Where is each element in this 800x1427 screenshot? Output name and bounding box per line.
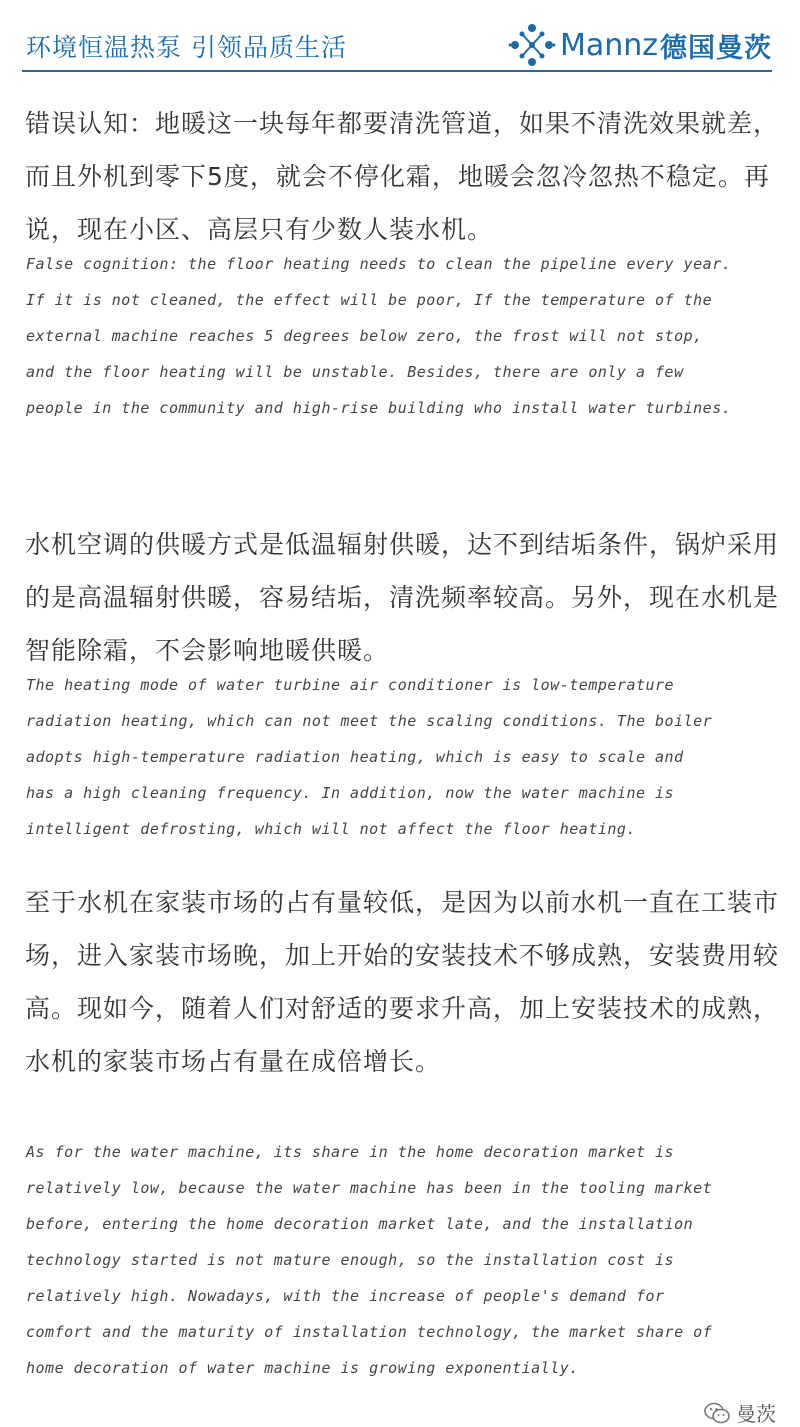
- en-line: relatively high. Nowadays, with the increase of people's demand for: [26, 1287, 665, 1305]
- header: [22, 22, 772, 72]
- en-line: As for the water machine, its share in the home decoration market is: [26, 1143, 675, 1161]
- paragraph-en-2: [26, 667, 796, 847]
- en-line: before, entering the home decoration market late, and the installation: [26, 1215, 694, 1233]
- header-divider: [22, 70, 772, 72]
- brand-logo: [508, 22, 772, 68]
- logo-text-en: Mannz: [559, 27, 658, 63]
- en-line: relatively low, because the water machine has been in the tooling market: [26, 1179, 713, 1197]
- slogan: 环境恒温热泵 引领品质生活: [26, 33, 347, 62]
- en-line: external machine reaches 5 degrees below zero, the frost will not stop,: [26, 327, 703, 345]
- mannz-logo-icon: [508, 22, 556, 68]
- paragraph-zh-2: 水机空调的供暖方式是低温辐射供暖，达不到结垢条件，锅炉采用的是高温辐射供暖，容易结垢，清洗频率较高。另外，现在水机是智能除霜，不会影响地暖供暖。: [25, 530, 780, 665]
- paragraph-en-3: [26, 1134, 796, 1386]
- en-line: people in the community and high-rise building who install water turbines.: [26, 399, 732, 417]
- en-line: home decoration of water machine is growing exponentially.: [26, 1359, 579, 1377]
- en-line: and the floor heating will be unstable. Besides, there are only a few: [26, 363, 684, 381]
- en-line: comfort and the maturity of installation technology, the market share of: [26, 1323, 713, 1341]
- wechat-watermark: [704, 1398, 776, 1427]
- en-line: False cognition: the floor heating needs to clean the pipeline every year.: [26, 255, 732, 273]
- en-line: The heating mode of water turbine air conditioner is low-temperature: [26, 676, 675, 694]
- paragraph-zh-1: 错误认知：地暖这一块每年都要清洗管道，如果不清洗效果就差，而且外机到零下5度，就会不停化霜，地暖会忽冷忽热不稳定。再说，现在小区、高层只有少数人装水机。: [25, 109, 780, 244]
- paragraph-zh-3: 至于水机在家装市场的占有量较低，是因为以前水机一直在工装市场，进入家装市场晚，加上开始的安装技术不够成熟，安装费用较高。现如今，随着人们对舒适的要求升高，加上安装技术的成熟，水机的家装市场占有量在成倍增长。: [25, 888, 780, 1076]
- wechat-account-name: 曼茨: [736, 1402, 776, 1426]
- logo-text-cn: 德国曼茨: [660, 32, 772, 64]
- en-line: adopts high-temperature radiation heating, which is easy to scale and: [26, 748, 684, 766]
- en-line: If it is not cleaned, the effect will be poor, If the temperature of the: [26, 291, 713, 309]
- paragraph-en-1: [26, 246, 796, 426]
- en-line: radiation heating, which can not meet the scaling conditions. The boiler: [26, 712, 713, 730]
- en-line: has a high cleaning frequency. In addition, now the water machine is: [26, 784, 675, 802]
- en-line: technology started is not mature enough, so the installation cost is: [26, 1251, 675, 1269]
- wechat-icon: [704, 1402, 730, 1424]
- en-line: intelligent defrosting, which will not affect the floor heating.: [26, 820, 636, 838]
